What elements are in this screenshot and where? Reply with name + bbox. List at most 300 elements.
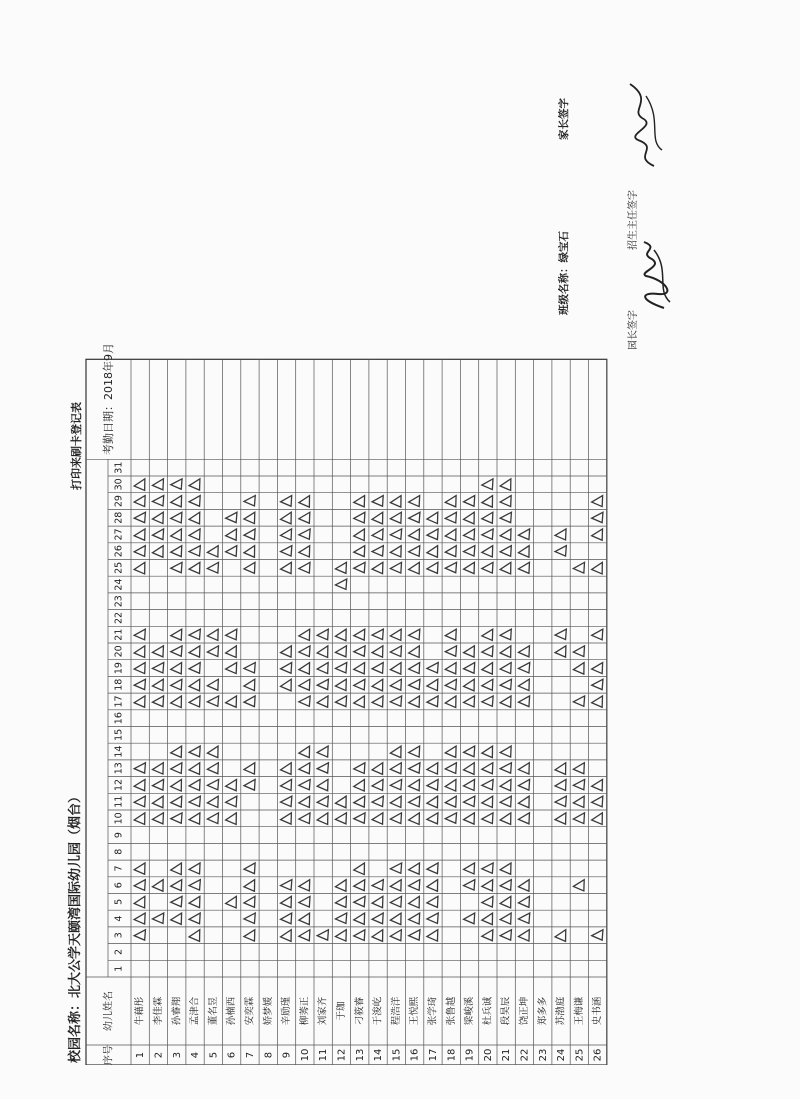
attendance-mark [207,696,218,706]
attendance-mark [500,546,511,557]
attendance-mark [226,813,237,825]
attendance-mark [244,529,255,540]
attendance-mark [500,913,511,924]
attendance-mark [335,930,346,941]
attendance-mark [500,813,511,825]
row-number: 7 [244,1051,256,1059]
attendance-mark [134,813,145,825]
row-number: 10 [299,1048,311,1062]
attendance-mark [299,763,310,774]
attendance-mark [390,512,401,523]
attendance-mark [189,746,200,757]
attendance-mark [409,679,420,689]
row-number: 16 [409,1048,421,1062]
attendance-mark [427,763,438,774]
attendance-mark [354,646,365,656]
attendance-mark [134,763,145,773]
child-name: 史书涵 [592,996,604,1026]
attendance-mark [281,646,292,657]
attendance-mark [409,629,420,640]
child-name: 于珈 [335,1001,347,1021]
attendance-mark [427,813,438,824]
attendance-mark [207,796,218,807]
child-name: 牛藉彤 [134,996,146,1026]
attendance-mark [464,546,475,556]
attendance-mark [482,913,493,925]
attendance-mark [152,813,163,824]
attendance-mark [390,779,401,789]
day-number: 18 [113,678,125,691]
attendance-mark [244,663,255,673]
attendance-mark [134,562,145,574]
attendance-mark [372,913,383,924]
attendance-mark [299,512,310,523]
attendance-mark [244,896,255,907]
row-number: 20 [482,1048,494,1062]
attendance-mark [372,496,383,507]
attendance-mark [464,913,475,924]
attendance-mark [171,813,182,823]
row-number: 6 [226,1051,238,1059]
attendance-mark [189,512,200,524]
attendance-mark [372,529,383,540]
day-number: 26 [113,545,125,558]
attendance-mark [152,913,163,923]
attendance-mark [482,763,493,774]
attendance-mark [189,562,200,573]
attendance-mark [207,746,218,758]
attendance-mark [573,779,584,789]
day-number: 9 [113,832,125,839]
attendance-mark [372,930,383,942]
attendance-mark [281,496,292,507]
day-number: 27 [113,528,125,541]
attendance-mark [354,763,365,774]
attendance-mark [482,479,493,490]
attendance-mark [518,546,529,558]
attendance-mark [189,479,200,490]
child-name: 梁峻溪 [464,996,476,1026]
attendance-mark [482,629,493,640]
attendance-mark [317,779,328,790]
attendance-mark [281,880,292,890]
row-number: 13 [354,1048,366,1062]
attendance-mark [335,880,346,892]
attendance-mark [354,913,365,924]
child-name: 段昊辰 [500,996,512,1026]
attendance-mark [317,629,328,640]
attendance-date: 考勤日期：2018年9月 [102,343,115,455]
attendance-mark [134,913,145,924]
child-name: 孙楠西 [226,996,238,1026]
attendance-mark [189,679,200,691]
attendance-mark [226,546,237,557]
attendance-mark [372,896,383,907]
attendance-mark [372,679,383,691]
row-number: 5 [208,1051,220,1059]
attendance-mark [207,629,218,640]
row-number: 12 [336,1048,348,1062]
day-number: 20 [113,645,125,658]
row-number: 21 [501,1048,513,1062]
attendance-mark [134,779,145,790]
attendance-mark [445,629,456,640]
row-number: 1 [135,1051,147,1059]
row-number: 14 [373,1048,385,1062]
attendance-mark [281,663,292,674]
attendance-mark [299,546,310,557]
day-number: 21 [113,628,125,641]
attendance-mark [134,880,145,891]
attendance-mark [482,496,493,508]
attendance-mark [592,562,603,574]
attendance-mark [555,646,566,657]
attendance-mark [445,679,456,690]
attendance-mark [427,562,438,573]
attendance-mark [573,813,584,824]
row-number: 22 [519,1048,531,1062]
attendance-mark [244,512,255,523]
child-name: 孟津合 [189,996,201,1026]
attendance-mark [409,512,420,522]
attendance-mark [427,863,438,874]
attendance-mark [464,863,475,874]
day-number: 19 [113,662,125,675]
attendance-mark [299,663,310,675]
attendance-mark [592,496,603,507]
attendance-mark [482,679,493,690]
attendance-mark [281,930,292,942]
attendance-mark [317,930,328,940]
attendance-mark [500,863,511,874]
attendance-mark [482,796,493,807]
day-number: 4 [113,915,125,922]
child-name: 王梅谦 [573,996,585,1026]
attendance-mark [427,546,438,558]
attendance-mark [482,546,493,557]
attendance-mark [152,546,163,558]
day-number: 14 [113,745,125,758]
attendance-mark [390,529,401,539]
attendance-mark [171,663,182,674]
attendance-mark [500,930,511,940]
attendance-mark [445,496,456,507]
day-number: 5 [113,898,125,905]
attendance-mark [171,913,182,924]
attendance-mark [207,763,218,774]
day-number: 23 [113,595,125,608]
attendance-mark [134,663,145,674]
attendance-mark [207,679,218,690]
attendance-mark [354,813,365,823]
attendance-mark [409,930,420,940]
attendance-mark [555,930,566,942]
attendance-mark [482,930,493,941]
attendance-mark [372,796,383,806]
attendance-mark [317,796,328,807]
attendance-mark [573,796,584,807]
attendance-mark [299,496,310,508]
row-number: 17 [427,1048,439,1062]
attendance-mark [299,629,310,640]
attendance-mark [134,512,145,522]
attendance-mark [555,546,566,556]
attendance-mark [299,779,310,789]
attendance-mark [152,779,163,790]
attendance-mark [171,529,182,541]
day-number: 28 [113,511,125,524]
attendance-mark [555,629,566,639]
attendance-mark [189,913,200,924]
attendance-mark [592,512,603,522]
attendance-mark [464,512,475,524]
day-number: 7 [113,865,125,872]
attendance-mark [189,496,200,507]
child-name: 于浚屹 [372,996,384,1026]
attendance-mark [152,529,163,540]
attendance-mark [244,930,255,941]
attendance-mark [518,646,529,657]
day-number: 8 [113,848,125,855]
attendance-mark [189,546,200,556]
attendance-mark [464,779,475,790]
child-name: 刘家齐 [317,996,329,1026]
row-number: 11 [318,1048,330,1062]
attendance-mark [134,479,145,491]
attendance-mark [500,663,511,674]
attendance-mark [189,663,200,674]
attendance-mark [171,779,182,791]
day-number: 30 [113,478,125,491]
attendance-mark [354,679,365,690]
attendance-mark [281,813,292,824]
attendance-mark [482,779,493,789]
attendance-mark [372,763,383,775]
attendance-mark [152,796,163,808]
attendance-mark [317,746,328,757]
attendance-mark [592,663,603,674]
attendance-mark [500,646,511,658]
sheet-title: 打印来刷卡登记表 [70,402,83,490]
attendance-mark [372,629,383,639]
attendance-mark [464,796,475,806]
attendance-mark [354,562,365,572]
attendance-mark [482,813,493,824]
day-number: 3 [113,932,125,939]
row-number: 24 [556,1048,568,1062]
attendance-mark [189,779,200,790]
attendance-mark [281,546,292,556]
attendance-mark [390,763,401,774]
attendance-mark [482,896,493,907]
attendance-mark [409,663,420,674]
attendance-mark [592,813,603,825]
attendance-mark [390,629,401,640]
attendance-mark [500,679,511,689]
attendance-mark [518,696,529,707]
attendance-mark [372,813,383,824]
attendance-mark [171,562,182,572]
attendance-mark [299,913,310,925]
attendance-mark [592,696,603,707]
attendance-mark [427,796,438,808]
attendance-mark [409,796,420,807]
attendance-mark [518,763,529,774]
attendance-mark [281,763,292,775]
attendance-mark [134,796,145,807]
attendance-mark [445,779,456,791]
attendance-mark [427,779,438,790]
attendance-mark [134,863,145,874]
attendance-mark [152,763,163,774]
attendance-mark [171,496,182,507]
attendance-mark [244,763,255,774]
attendance-mark [555,779,566,790]
attendance-mark [226,512,237,522]
attendance-mark [189,796,200,806]
attendance-mark [409,496,420,507]
attendance-mark [409,913,420,924]
attendance-mark [390,679,401,690]
attendance-mark [409,546,420,557]
attendance-mark [152,679,163,690]
attendance-mark [244,779,255,790]
attendance-mark [390,646,401,657]
child-name: 柳莠正 [299,996,311,1026]
attendance-mark [518,663,529,673]
attendance-mark [518,880,529,892]
attendance-mark [500,896,511,908]
attendance-mark [518,796,529,808]
attendance-mark [152,512,163,523]
attendance-mark [189,896,200,907]
attendance-mark [335,813,346,824]
attendance-mark [500,763,511,773]
attendance-mark [372,880,383,890]
day-number: 6 [113,882,125,889]
child-name: 辛励瑾 [281,996,293,1026]
attendance-mark [592,629,603,640]
attendance-mark [390,896,401,907]
attendance-mark [317,679,328,689]
row-number: 18 [446,1048,458,1062]
attendance-mark [518,529,529,540]
attendance-mark [226,696,237,707]
child-name: 程浩洋 [390,996,402,1026]
day-number: 1 [113,965,125,972]
attendance-mark [409,696,420,707]
attendance-mark [500,880,511,891]
day-number: 25 [113,561,125,574]
attendance-mark [555,529,566,540]
attendance-mark [335,562,346,573]
attendance-mark [335,896,346,907]
attendance-mark [555,796,566,806]
attendance-mark [500,496,511,507]
attendance-mark [134,496,145,507]
attendance-mark [427,663,438,673]
row-number: 9 [281,1051,293,1059]
attendance-mark [427,529,438,540]
day-number: 16 [113,712,125,725]
attendance-mark [317,763,328,773]
attendance-mark [171,679,182,690]
row-number: 4 [190,1051,202,1059]
attendance-mark [409,896,420,908]
attendance-mark [390,913,401,925]
child-name: 苏渤庭 [555,996,567,1026]
attendance-mark [500,479,511,491]
attendance-mark [134,529,145,540]
attendance-mark [299,896,310,907]
attendance-mark [464,663,475,674]
attendance-mark [189,763,200,775]
school-name: 校园名称：北大公学天颐湾国际幼儿园（烟台） [68,789,83,1063]
attendance-mark [354,779,365,791]
attendance-mark [354,546,365,557]
attendance-mark [299,646,310,657]
attendance-mark [171,796,182,807]
attendance-mark [445,763,456,774]
attendance-mark [134,646,145,658]
attendance-mark [317,663,328,674]
attendance-table [58,55,618,1065]
attendance-mark [573,696,584,706]
child-name: 娇梦媛 [262,996,274,1026]
attendance-mark [226,779,237,790]
attendance-mark [134,679,145,689]
child-name: 王悦熙 [409,996,421,1026]
attendance-mark [592,930,603,940]
attendance-mark [372,663,383,674]
attendance-mark [335,796,346,808]
teacher-signature-label: 招生主任签字 [628,190,639,250]
attendance-mark [482,746,493,758]
attendance-mark [152,496,163,506]
attendance-mark [226,896,237,908]
attendance-mark [390,663,401,675]
attendance-mark [171,629,182,640]
header-seq: 序号 [103,1045,115,1065]
attendance-mark [317,696,328,707]
attendance-mark [244,696,255,707]
child-name: 张鲁越 [445,996,457,1026]
attendance-mark [372,546,383,556]
attendance-mark [281,679,292,691]
row-number: 15 [391,1048,403,1062]
attendance-mark [226,646,237,658]
attendance-mark [390,562,401,573]
attendance-mark [189,813,200,824]
attendance-mark [390,546,401,557]
attendance-mark [335,646,346,657]
attendance-mark [464,562,475,573]
attendance-mark [281,779,292,790]
attendance-mark [354,880,365,891]
attendance-mark [518,913,529,923]
attendance-mark [134,930,145,940]
attendance-mark [409,779,420,790]
attendance-mark [189,880,200,890]
attendance-mark [427,930,438,941]
attendance-mark [299,880,310,891]
attendance-mark [299,813,310,824]
attendance-mark [335,913,346,923]
day-number: 11 [113,795,125,808]
day-number: 22 [113,611,125,624]
child-name: 安奕霖 [244,996,256,1026]
attendance-mark [464,529,475,540]
